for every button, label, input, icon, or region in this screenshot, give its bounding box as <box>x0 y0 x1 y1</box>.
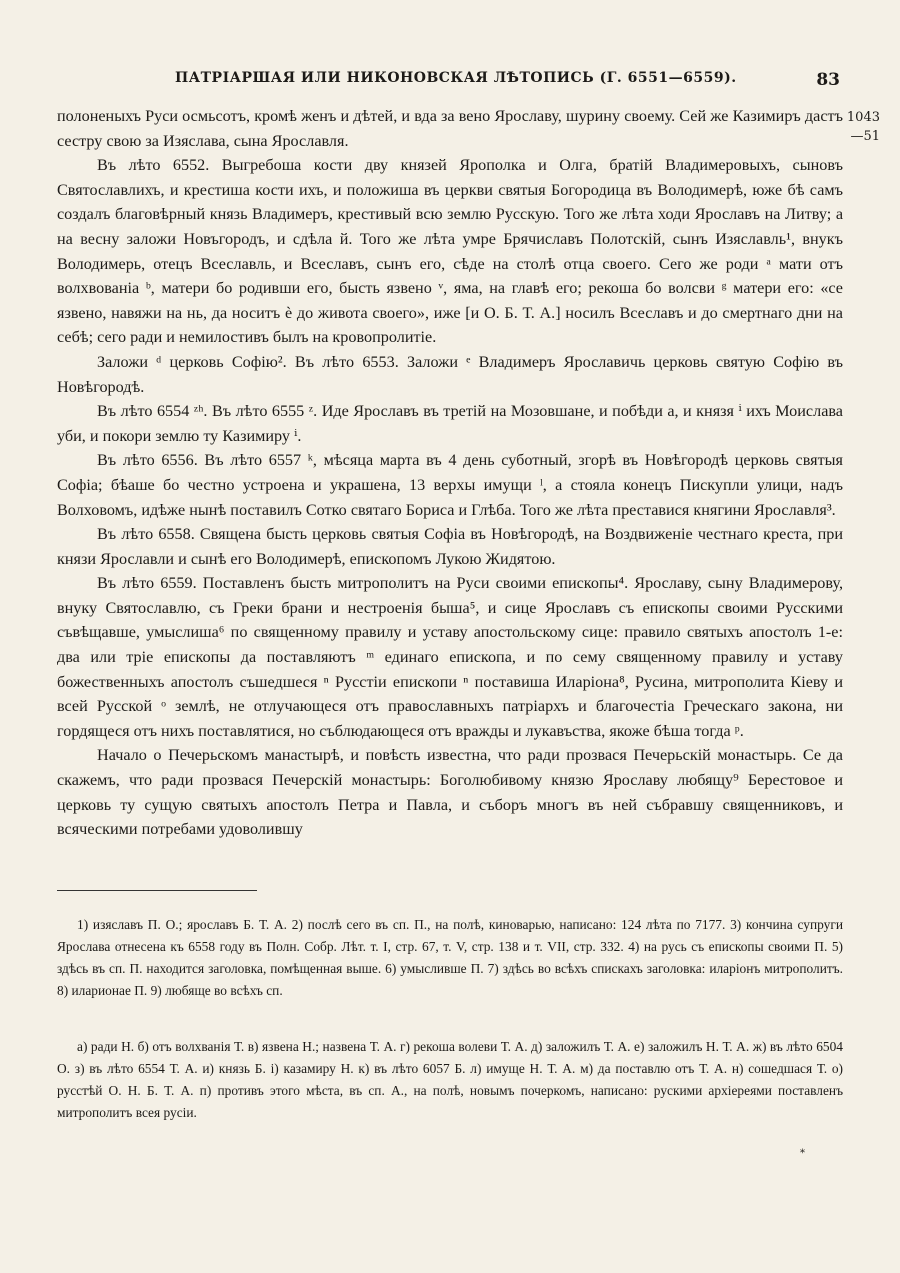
paragraph: Въ лѣто 6558. Священа бысть церковь святыя Софіа въ Новѣгородѣ, на Воздвиженіе честнаго креста, при князи Ярославли и сынѣ его Володимерѣ, епископомъ Лукою Жидятою. <box>57 525 843 568</box>
margin-year-end: —51 <box>850 129 880 144</box>
paragraph: Въ лѣто 6556. Въ лѣто 6557 ᵏ, мѣсяца марта въ 4 день суботный, згорѣ въ Новѣгородѣ церковь святыя Софіа; бѣаше бо честно устроена и украшена, 13 верхы имущи ˡ, а стояла конецъ Пискупли улици, надъ Волховомъ, идѣже нынѣ поставилъ Сотко святаго Бориса и Глѣба. Того же лѣта преставися княгини Ярославля³. <box>57 451 843 519</box>
footnote-block: а) ради Н. б) отъ волхванія Т. в) язвена Н.; назвена Т. А. г) рекоша волеви Т. А. д) заложилъ Т. А. е) заложилъ Н. Т. А. ж) въ лѣто 6504 О. з) въ лѣто 6554 Т. А. и) князь Б. і) казамиру Н. к) въ лѣто 6057 Б. л) имуще Н. Т. А. м) да поставлю отъ Т. А. н) сошедшася Т. о) русстѣй О. Н. Б. Т. А. п) противъ этого мѣста, въ сп. А., на полѣ, новымъ почеркомъ, написано: рускими архіереями поставленъ митрополитъ всея русіи. <box>57 1039 843 1120</box>
lettered-footnotes <box>57 1036 843 1124</box>
paragraph: полоненыхъ Руси осмьсотъ, кромѣ женъ и дѣтей, и вда за вено Ярославу, шурину своему. Сей же Казимиръ дастъ сестру свою за Изяслава, сына Ярославля. <box>57 107 843 150</box>
running-title: ПАТРІАРШАЯ ИЛИ НИКОНОВСКАЯ ЛѢТОПИСЬ (Г. 6551—6559). <box>175 70 737 86</box>
paragraph: Заложи ᵈ церковь Софію². Въ лѣто 6553. Заложи ᵉ Владимеръ Ярославичь церковь святую Софію въ Новѣгородѣ. <box>57 352 843 396</box>
page-number: 83 <box>816 70 840 90</box>
margin-year-start: 1043 <box>846 110 880 125</box>
ornament-star: * <box>800 1148 805 1159</box>
footnote-divider <box>57 890 257 891</box>
paragraph: Въ лѣто 6559. Поставленъ бысть митрополитъ на Руси своими епископы⁴. Ярославу, сыну Владимерову, внуку Святославлю, съ Греки брани и нестроенія быша⁵, и сице Ярославъ съ епископы своими Русскими съвѣщавше, умыслиша⁶ по священному правилу и уставу апостольскому сице: правило святыхъ апостолъ 1-е: два или тріе епископы да поставляютъ ᵐ единаго епископа, и по сему священному правилу и уставу божественныхъ апостолъ съшедшеся ⁿ Русстіи епископи ⁿ поставиша Иларіона⁸, Русина, митрополита Кіеву и всей Русской ᵒ землѣ, не отлучающеся отъ православныхъ патріархъ и благочестіа Греческаго закона, ни гордящеся отъ нихъ поставлятися, но съблюдающеся отъ вражды и лукавъствa, якоже бѣша тогда ᵖ. <box>57 574 843 740</box>
chronicle-text <box>57 104 843 842</box>
paragraph: Начало о Печерьскомъ манастырѣ, и повѣсть известна, что ради прозвася Печерьскій монастырь. Се да скажемъ, что ради прозвася Печерскій монастырь: Боголюбивому князю Ярославу любящу⁹ Берестовое и церковь ту сущую святыхъ апостолъ Петра и Павла, и съборъ многъ въ ней събравшу священниковъ, и всяческими потребами удоволившу <box>57 746 843 839</box>
footnote-block: 1) изяславъ П. О.; ярославъ Б. Т. А. 2) послѣ сего въ сп. П., на полѣ, киноварью, написано: 124 лѣта по 7177. 3) кончина супруги Ярослава отнесена къ 6558 году въ Полн. Собр. Лѣт. т. I, стр. 67, т. V, стр. 138 и т. VII, стр. 332. 4) на русь съ епископы своими П. 5) здѣсь въ сп. П. находится заголовка, помѣщенная выше. 6) умысливше П. 7) здѣсь во всѣхъ спискахъ заголовка: иларіонъ митрополитъ. 8) иларионае П. 9) любяще во всѣхъ сп. <box>57 917 843 998</box>
paragraph: Въ лѣто 6554 ᶻʰ. Въ лѣто 6555 ᶻ. Иде Ярославъ въ третій на Мозовшане, и побѣди а, и князя ⁱ ихъ Моислава уби, и покори землю ту Казимиру ⁱ. <box>57 402 843 445</box>
paragraph: Въ лѣто 6552. Выгребоша кости дву князей Ярополка и Олга, братій Владимеровыхъ, сыновъ Святославлихъ, и крестиша кости ихъ, и положиша въ церкви святыя Богородица въ Володимерѣ, юже бѣ самъ создалъ благовѣрный князь Владимеръ, крестивый всю землю Русскую. Того же лѣта ходи Ярославъ на Литву; а на весну заложи Новъгородъ, и сдѣла й. Того же лѣта умре Брячиславъ Полотскій, сынъ Изяславль¹, внукъ Володимерь, отецъ Всеславль, и Всеславъ, сынъ его, сѣде на столѣ отца своего. Сего же роди ᵃ мати отъ волхвованіа ᵇ, матери бо родивши его, бысть язвено ᵛ, яма, на главѣ его; рекоша бо волсви ᵍ матери его: «се язвено, навяжи на нь, да носитъ ѐ до живота своего», иже [и О. Б. Т. А.] носилъ Всеславъ и до смертнаго дни на себѣ; сего ради и немилостивъ былъ на кровопролитіе. <box>57 156 843 347</box>
numbered-footnotes <box>57 914 843 1002</box>
